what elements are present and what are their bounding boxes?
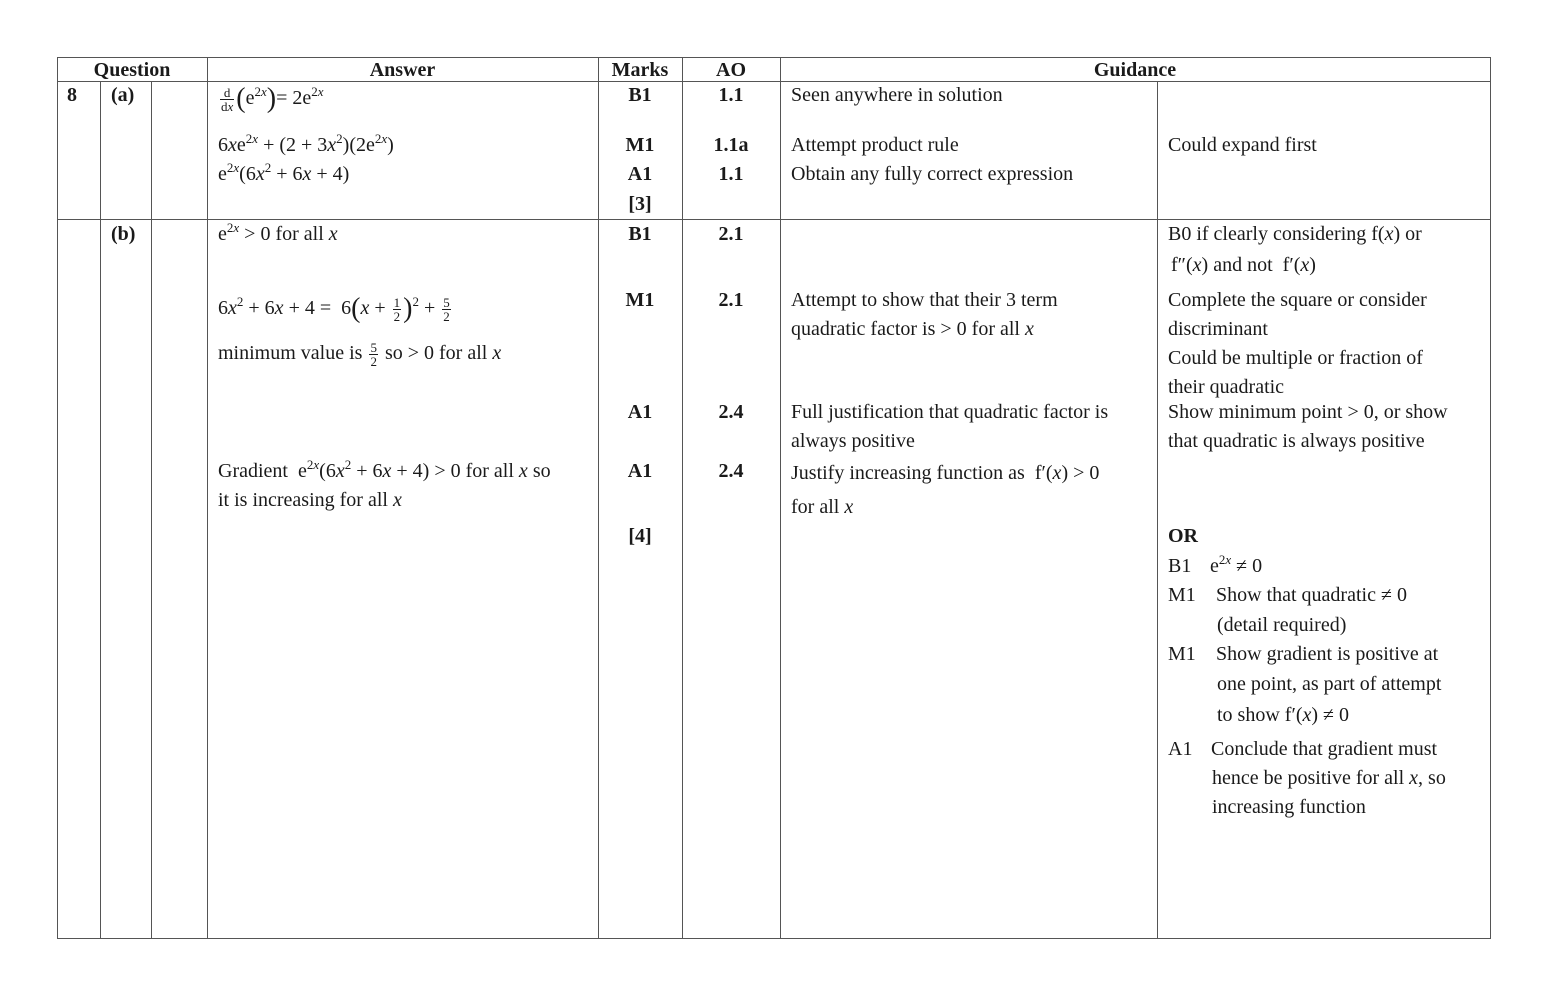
guidance-b-b0-andnot: and not (1213, 254, 1273, 276)
guidance-b-m1-line-1: Attempt to show that their 3 term (791, 289, 1058, 311)
guidance-b-b0-tail: ) or (1393, 223, 1422, 245)
answer-b-line-5: it is increasing for all x (218, 489, 402, 511)
answer-a-line-3: $e^{2x}(6x^2 + 6x + 4)$ (218, 160, 350, 185)
mark-b-4: A1 (627, 460, 653, 482)
ao-b-4: 2.4 (718, 460, 744, 482)
guidance-alt-a1-label: A1 (1168, 738, 1193, 760)
guidance-a-1: Seen anywhere in solution (791, 84, 1003, 106)
header-ao: AO (716, 59, 746, 81)
guidance-alt-m2-line-3: to show f′(x) ≠ 0 (1217, 704, 1350, 726)
guidance-alt-a1-line-3: increasing function (1212, 796, 1366, 818)
header-answer: Answer (369, 59, 436, 81)
guidance-alt-m2-label: M1 (1168, 643, 1196, 665)
guidance-b-m1-line-2: quadratic factor is > 0 for all x (791, 318, 1034, 340)
guidance-alt-b1-text: $e^{2x} \ne 0$ (1210, 552, 1263, 577)
guidance-alt-a1-line-1: Conclude that gradient must (1211, 738, 1438, 760)
mark-a-2: M1 (625, 134, 655, 156)
answer-b-so: so (532, 460, 551, 482)
guidance-b-b0-line-2: f″(x) and not f′(x) (1171, 254, 1316, 276)
header-marks: Marks (611, 59, 669, 81)
guidance-b-or: OR (1168, 525, 1198, 547)
answer-b-line-2: $6x^2 + 6x + 4 = 6(x$ + $\frac{1}{2}$ )$^2$ + $\frac{5}{2}$ (218, 293, 450, 325)
guidance-a-extra: Could expand first (1168, 134, 1317, 156)
mark-a-total: [3] (628, 193, 652, 215)
guidance-b-cs-line-3: Could be multiple or fraction of (1168, 347, 1423, 369)
guidance-b-min-line-1: Show minimum point > 0, or show (1168, 401, 1448, 423)
guidance-a-2: Attempt product rule (791, 134, 959, 156)
answer-a-line-1: $\frac{d}{dx}$ $(e^{2x})= 2e^{2x}$ (221, 83, 324, 115)
mark-b-2: M1 (625, 289, 655, 311)
part-b-label: (b) (111, 223, 136, 245)
guidance-b-b0-text: B0 if clearly considering f( (1168, 223, 1385, 245)
guidance-b-a1-line-1: Full justification that quadratic factor is (791, 401, 1109, 423)
mark-b-3: A1 (627, 401, 653, 423)
mark-b-total: [4] (628, 525, 652, 547)
guidance-alt-b1-neq: ≠ 0 (1236, 555, 1263, 577)
ao-b-3: 2.4 (718, 401, 744, 423)
guidance-b-cs-line-1: Complete the square or consider (1168, 289, 1427, 311)
answer-b-line-4: Gradient $e^{2x}(6x^2 + 6x + 4) > 0$ for all x so (218, 457, 551, 482)
guidance-alt-m1-line-2: (detail required) (1217, 614, 1347, 636)
answer-b-so-gt0: so > 0 for all (384, 342, 488, 365)
guidance-alt-b1-label: B1 (1168, 555, 1192, 577)
header-guidance: Guidance (1093, 59, 1177, 81)
answer-b-min-value: minimum value is (218, 342, 363, 365)
guidance-b-m1-text: quadratic factor is > 0 for all (791, 318, 1020, 340)
answer-b-gradient: Gradient (218, 460, 288, 482)
guidance-b-a2-forall: for all (791, 496, 840, 518)
ao-b-2: 2.1 (718, 289, 744, 311)
guidance-alt-a1-so: , so (1418, 767, 1446, 789)
ao-a-1: 1.1 (718, 84, 744, 106)
guidance-b-cs-line-2: discriminant (1168, 318, 1268, 340)
question-number: 8 (67, 84, 77, 106)
answer-b-gt0: ) > 0 for all (422, 460, 514, 482)
ao-a-2: 1.1a (713, 134, 749, 156)
guidance-b-cs-line-4: their quadratic (1168, 376, 1285, 398)
mark-a-3: A1 (627, 163, 653, 185)
mark-b-1: B1 (628, 223, 652, 245)
header-question: Question (93, 59, 171, 81)
guidance-alt-m1-label: M1 (1168, 584, 1196, 606)
guidance-b-a2-line-1: Justify increasing function as f′(x) > 0 (791, 462, 1100, 484)
answer-b-for-all: for all (275, 223, 324, 245)
answer-b-line-3: minimum value is $\frac{5}{2}$ so > 0 for all x (218, 340, 502, 369)
guidance-b-a1-line-2: always positive (791, 430, 915, 452)
guidance-alt-a1-text: hence be positive for all (1212, 767, 1405, 789)
guidance-alt-m2-line-2: one point, as part of attempt (1217, 673, 1442, 695)
guidance-b-a2-line-2: for all x (791, 496, 854, 518)
guidance-alt-m1-line-1: Show that quadratic ≠ 0 (1216, 584, 1407, 606)
guidance-alt-m2-line-1: Show gradient is positive at (1216, 643, 1439, 665)
guidance-b-min-line-2: that quadratic is always positive (1168, 430, 1425, 452)
part-a-label: (a) (111, 84, 135, 106)
ao-b-1: 2.1 (718, 223, 744, 245)
ao-a-3: 1.1 (718, 163, 744, 185)
mark-a-1: B1 (628, 84, 652, 106)
answer-b-line-1: $e^{2x} > 0$ for all x (218, 220, 338, 245)
answer-a-line-2: $6xe^{2x} + (2 + 3x^2)(2e^{2x})$ (218, 131, 394, 156)
guidance-alt-a1-line-2: hence be positive for all x, so (1212, 767, 1446, 789)
guidance-b-b0-line-1: B0 if clearly considering f(x) or (1168, 223, 1422, 245)
guidance-alt-m2-toshow: to show (1217, 704, 1280, 726)
guidance-a-3: Obtain any fully correct expression (791, 163, 1074, 185)
guidance-b-a2-text: Justify increasing function as (791, 462, 1025, 484)
answer-b-increasing: it is increasing for all (218, 489, 388, 511)
